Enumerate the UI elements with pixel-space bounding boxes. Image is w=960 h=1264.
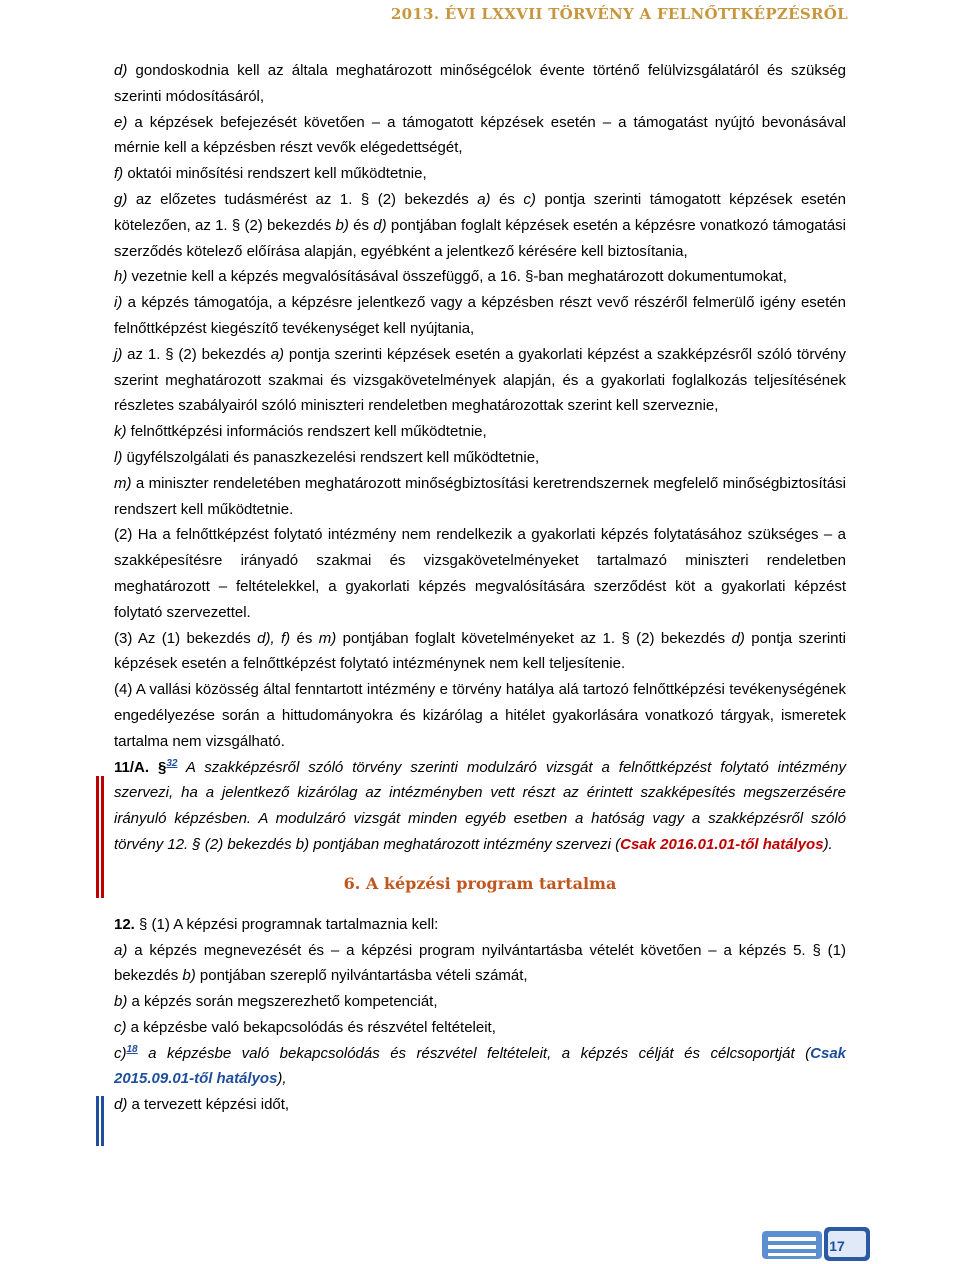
- section-12-intro: 12. § (1) A képzési programnak tartalmaznia kell:: [114, 915, 439, 933]
- change-bar-blue-1: [96, 1096, 99, 1146]
- item-f: f) oktatói minősítési rendszert kell működtetnie,: [114, 165, 427, 183]
- paragraph-2: (2) Ha a felnőttképzést folytató intézmény nem rendelkezik a gyakorlati képzés folytatásához szükséges – a szakképesítésre irányadó szakmai és vizsgakövetelményeket tartalmazó miniszteri rendeletben meghatározott – feltételekkel, a gyakorlati képzés megvalósítására szerződést köt a gyakorlati képzést folytató szervezettel.: [114, 526, 846, 621]
- footnote-ref-18[interactable]: 18: [126, 1043, 138, 1055]
- item-m: m) a miniszter rendeletében meghatározott minőségbiztosítási keretrendszernek megfelelő minőségbiztosítási rendszert kell működtetnie.: [114, 474, 846, 518]
- section-12-item-c: c) a képzésbe való bekapcsolódás és részvétel feltételeit,: [114, 1018, 496, 1036]
- footnote-ref-32[interactable]: 32: [166, 757, 178, 769]
- section-11a-number: 11/A. §: [114, 758, 167, 776]
- publisher-logo-icon: [762, 1225, 872, 1263]
- section-title: 6. A képzési program tartalma: [343, 873, 617, 893]
- effective-date-note-2: Csak 2015.09.01-től hatályos: [114, 1044, 846, 1088]
- document-body: [114, 58, 846, 1118]
- item-l: l) ügyfélszolgálati és panaszkezelési rendszert kell működtetnie,: [114, 448, 540, 466]
- item-k: k) felnőttképzési információs rendszert kell működtetnie,: [114, 423, 487, 441]
- section-12-item-c-amended: c)$^{18}$ a képzésbe való bekapcsolódás és részvétel feltételeit, a képzés célját és célcsoportját (Csak 2015.09.01-től hatályos),: [114, 1043, 846, 1088]
- change-bar-red-1: [96, 776, 99, 898]
- item-g: g) az előzetes tudásmérést az 1. § (2) bekezdés a) és c) pontja szerinti támogatott képzések esetén kötelezően, az 1. § (2) bekezdés b) és d) pontjában foglalt képzések esetén a képzésre vonatkozó támogatási szerződés kötelező előírása alapján, egyébként a jelentkező kérésére kell biztosítania,: [114, 190, 846, 260]
- effective-date-note: Csak 2016.01.01-től hatályos: [620, 835, 824, 853]
- item-j: j) az 1. § (2) bekezdés a) pontja szerinti képzések esetén a gyakorlati képzést a szakképzésről szóló törvény szerint meghatározott szakmai és vizsgakövetelmények alapján, és a gyakorlati foglalkozás teljesítésének részletes szabályairól szóló miniszteri rendeletben meghatározottak szerint kell szerveznie,: [114, 345, 847, 415]
- running-header: 2013. ÉVI LXXVII TÖRVÉNY A FELNŐTTKÉPZÉSRŐL: [390, 5, 848, 23]
- paragraph-3: (3) Az (1) bekezdés d), f) és m) pontjában foglalt követelményeket az 1. § (2) bekezdés d) pontja szerinti képzések esetén a felnőttképzést folytató intézménynek nem kell teljesítenie.: [114, 629, 846, 673]
- paragraph-4: (4) A vallási közösség által fenntartott intézmény e törvény hatálya alá tartozó felnőttképzési tevékenységének engedélyezése során a hittudományokra és kizárólag a hitélet gyakorlására vonatkozó tárgyak, ismeretek tartalma nem vizsgálható.: [114, 681, 846, 750]
- page-number: 17: [829, 1238, 845, 1254]
- change-bar-blue-2: [101, 1096, 104, 1146]
- section-11a: 11/A. §$^{32}$ A szakképzésről szóló törvény szerinti modulzáró vizsgát a felnőttképzést folytató intézmény szervezi, ha a jelentkező kizárólag az intézményben vett részt az érintett szakképesítés megszerzésére irányuló képzésben. A modulzáró vizsgát minden egyéb esetben a hatóság vagy a szakképzésről szóló törvény 12. § (2) bekezdés b) pontjában meghatározott intézmény szervezi (Csak 2016.01.01-től hatályos).: [114, 757, 846, 853]
- change-bar-red-2: [101, 776, 104, 898]
- section-12-item-a: a) a képzés megnevezését és – a képzési program nyilvántartásba vételét követően – a képzés 5. § (1) bekezdés b) pontjában szereplő nyilvántartásba vételi számát,: [114, 941, 846, 985]
- item-e: e) a képzések befejezését követően – a támogatott képzések esetén – a támogatást nyújtó bevonásával mérnie kell a képzésben részt vevők elégedettségét,: [114, 113, 846, 157]
- item-i: i) a képzés támogatója, a képzésre jelentkező vagy a képzésben részt vevő részéről felmerülő igény esetén felnőttképzést kiegészítő tevékenységet kell nyújtania,: [114, 294, 846, 337]
- section-12-item-d: d) a tervezett képzési időt,: [114, 1096, 290, 1114]
- item-d: d) gondoskodnia kell az általa meghatározott minőségcélok évente történő felülvizsgálatáról és szükség szerinti módosításáról,: [114, 62, 846, 105]
- item-h: h) vezetnie kell a képzés megvalósításával összefüggő, a 16. §-ban meghatározott dokumentumokat,: [114, 268, 787, 286]
- section-12-item-b: b) a képzés során megszerezhető kompetenciát,: [114, 993, 438, 1011]
